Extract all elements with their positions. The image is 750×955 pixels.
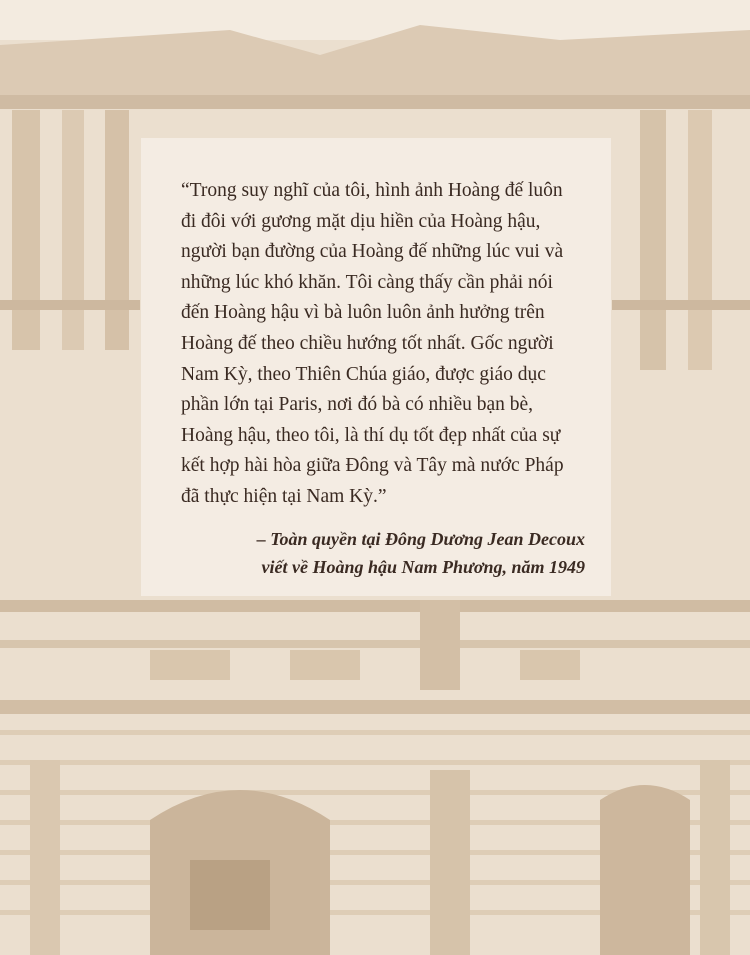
quote-line: người bạn đường của Hoàng đế những lúc vui và [181, 241, 564, 263]
quote-line: Hoàng hậu, theo tôi, là thí dụ tốt đẹp nhất của sự [181, 424, 561, 446]
quote-attribution [181, 525, 589, 581]
quote-line: những lúc khó khăn. Tôi càng thấy cần phải nói [181, 271, 553, 293]
quote-line: đi đôi với gương mặt dịu hiền của Hoàng hậu, [181, 210, 541, 232]
quote-panel [141, 138, 611, 596]
quote-line: “Trong suy nghĩ của tôi, hình ảnh Hoàng đế luôn [181, 180, 563, 201]
attribution-line-2: viết về Hoàng hậu Nam Phương, năm 1949 [261, 556, 585, 577]
quote-line: phần lớn tại Paris, nơi đó bà có nhiều bạn bè, [181, 394, 534, 416]
quote-text [181, 176, 589, 513]
quote-line: Hoàng đế theo chiều hướng tốt nhất. Gốc người [181, 332, 554, 354]
quote-line: Nam Kỳ, theo Thiên Chúa giáo, được giáo dục [181, 363, 546, 385]
attribution-line-1: – Toàn quyền tại Đông Dương Jean Decoux [256, 528, 585, 549]
quote-line: đến Hoàng hậu vì bà luôn luôn ảnh hưởng trên [181, 302, 545, 324]
quote-line: đã thực hiện tại Nam Kỳ.” [181, 485, 387, 507]
quote-line: kết hợp hài hòa giữa Đông và Tây mà nước Pháp [181, 455, 564, 477]
